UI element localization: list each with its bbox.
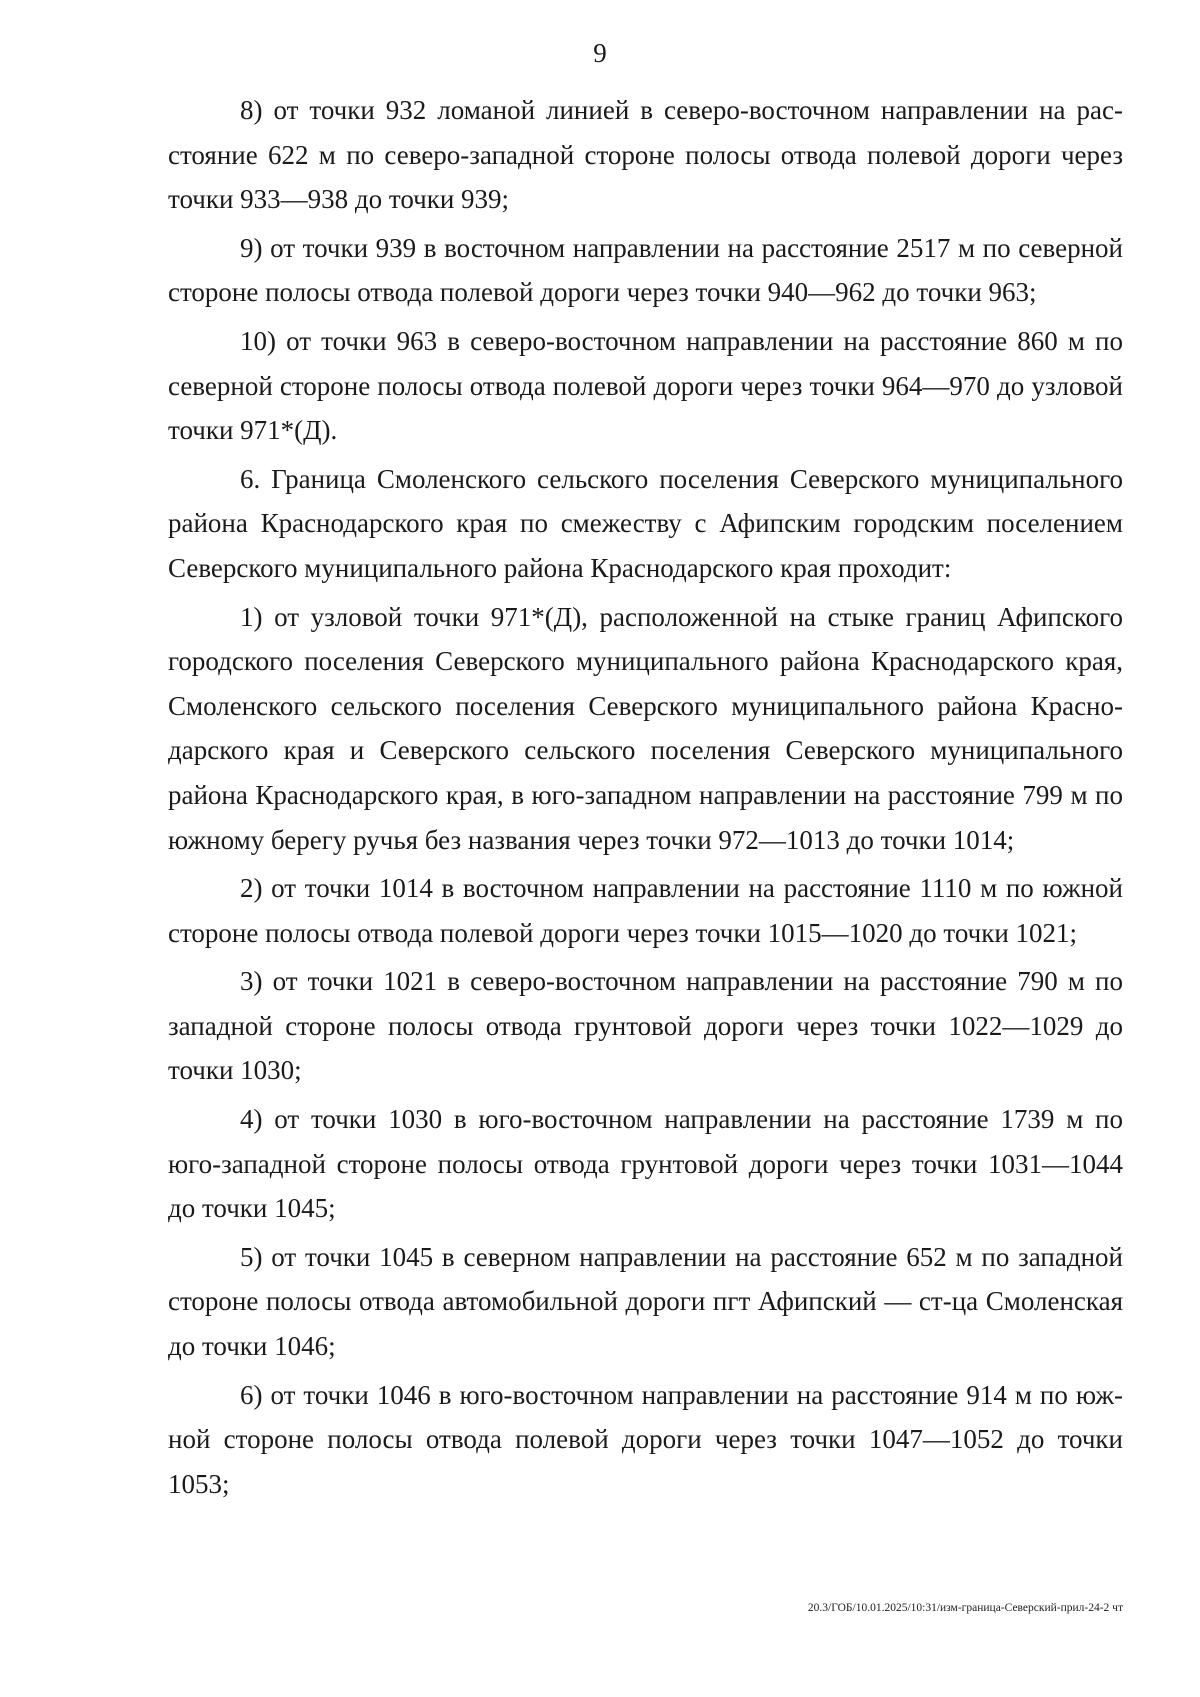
paragraph-subitem-6: 6) от точки 1046 в юго-восточном направлении на расстояние 914 м по южной стороне полосы отвода полевой дороги через точки 1047—1052 до точки 1053; xyxy=(168,1379,1123,1499)
document-body xyxy=(168,88,1123,1510)
section-6-heading-paragraph: 6. Граница Смоленского сельского поселения Северского муниципального района Краснодарского края по смежеству с Афипским городским поселением Северского муниципального района Краснодарского края проходит: xyxy=(168,463,1123,583)
paragraph-subitem-4: 4) от точки 1030 в юго-восточном направлении на расстояние 1739 м по юго-западной стороне полосы отвода грунтовой дороги через точки 1031—1044 до точки 1045; xyxy=(168,1104,1123,1224)
paragraph-subitem-3: 3) от точки 1021 в северо-восточном направлении на расстояние 790 м по западной стороне полосы отвода грунтовой дороги через точки 1022—1029 до точки 1030; xyxy=(168,966,1123,1086)
paragraph-item-9: 9) от точки 939 в восточном направлении на расстояние 2517 м по северной стороне полосы отвода полевой дороги через точки 940—962 до точки 963; xyxy=(168,232,1123,308)
page-number: 9 xyxy=(593,38,607,68)
paragraph-subitem-5: 5) от точки 1045 в северном направлении на расстояние 652 м по западной стороне полосы отвода автомобильной дороги пгт Афипский — ст-ца Смоленская до точки 1046; xyxy=(168,1241,1123,1362)
document-footer-code: 20.3/ГОБ/10.01.2025/10:31/изм-граница-Северский-прил-24-2 чт xyxy=(807,1602,1123,1614)
paragraph-item-8: 8) от точки 932 ломаной линией в северо-восточном направлении на расстояние 622 м по северо-западной стороне полосы отвода полевой дороги через точки 933—938 до точки 939; xyxy=(168,95,1123,215)
paragraph-subitem-1: 1) от узловой точки 971*(Д), расположенной на стыке границ Афипского городского поселения Северского муниципального района Краснодарского края, Смоленского сельского поселения Северского муниципального района Краснодарского края и Северского сельского поселения Северского муниципального района Краснодарского края, в юго-западном направлении на расстояние 799 м по южному берегу ручья без названия через точки 972—1013 до точки 1014; xyxy=(168,601,1123,855)
paragraph-subitem-2: 2) от точки 1014 в восточном направлении на расстояние 1110 м по южной стороне полосы отвода полевой дороги через точки 1015—1020 до точки 1021; xyxy=(168,873,1123,948)
paragraph-item-10: 10) от точки 963 в северо-восточном направлении на расстояние 860 м по северной стороне полосы отвода полевой дороги через точки 964—970 до узловой точки 971*(Д). xyxy=(168,325,1123,446)
